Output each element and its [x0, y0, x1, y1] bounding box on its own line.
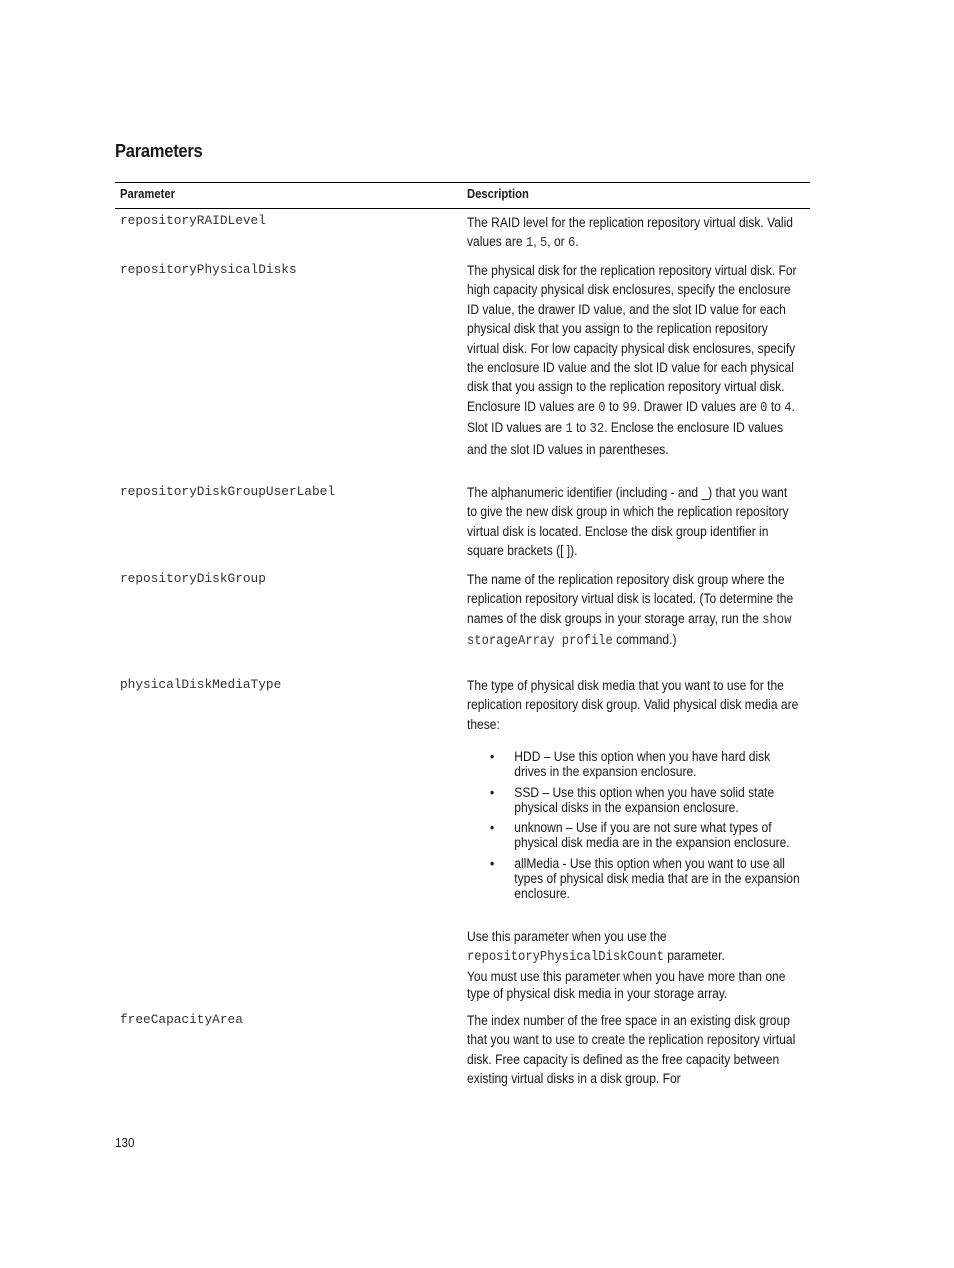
parameter-name: physicalDiskMediaType: [120, 677, 282, 692]
list-item: • allMedia - Use this option when you want to use all types of physical disk media that are in the expansion enclosure.: [490, 855, 800, 901]
table-top-rule: [115, 182, 810, 183]
bullet-icon: •: [490, 855, 495, 871]
list-item: • unknown – Use if you are not sure what types of physical disk media are in the expansion enclosure.: [490, 820, 790, 850]
parameter-name: repositoryDiskGroupUserLabel: [120, 484, 336, 499]
parameter-name: repositoryPhysicalDisks: [120, 262, 297, 277]
parameter-description: The index number of the free space in an existing disk group that you want to use to create the replication repository virtual disk. Free capacity is defined as the free capacity between existing virtual disks in a disk group. For: [467, 1013, 796, 1087]
page-number: 130: [115, 1135, 135, 1150]
column-header-description: Description: [467, 187, 529, 201]
parameter-name: freeCapacityArea: [120, 1012, 243, 1027]
bullet-icon: •: [490, 749, 495, 764]
parameter-description-note: You must use this parameter when you have more than one type of physical disk media in your storage array.: [467, 969, 786, 1001]
table-header-rule: [115, 208, 810, 209]
section-heading: Parameters: [115, 141, 203, 161]
list-item: • HDD – Use this option when you have hard disk drives in the expansion enclosure.: [490, 749, 771, 779]
parameter-description: The RAID level for the replication repository virtual disk. Valid values are 1, 5, or 6.: [467, 215, 793, 252]
parameter-description: The name of the replication repository disk group where the replication repository virtual disk is located. (To determine the names of the disk groups in your storage array, run the show storageArray profile command.): [467, 572, 794, 650]
parameter-description-note: Use this parameter when you use the repositoryPhysicalDiskCount parameter.: [467, 929, 725, 966]
parameter-description: The alphanumeric identifier (including - and _) that you want to give the new disk group in which the replication repository virtual disk is located. Enclose the disk group identifier in square brackets ([ ]).: [467, 485, 789, 559]
list-item: • SSD – Use this option when you have solid state physical disks in the expansion enclosure.: [490, 784, 775, 815]
column-header-parameter: Parameter: [120, 187, 176, 201]
parameter-description: The type of physical disk media that you want to use for the replication repository disk group. Valid physical disk media are these:: [467, 678, 799, 732]
media-type-list: [490, 749, 801, 906]
parameter-description: The physical disk for the replication repository virtual disk. For high capacity physical disk enclosures, specify the enclosure ID value, the drawer ID value, and the slot ID value for each physical disk that you assign to the replication repository virtual disk. For low capacity physical disk enclosures, specify the enclosure ID value and the slot ID value for each physical disk that you assign to the replication repository virtual disk. Enclosure ID values are 0 to 99. Drawer ID values are 0 to 4. Slot ID values are 1 to 32. Enclose the enclosure ID values and the slot ID values in parentheses.: [467, 263, 797, 457]
parameter-name: repositoryDiskGroup: [120, 571, 266, 586]
bullet-icon: •: [490, 820, 495, 835]
bullet-icon: •: [490, 784, 495, 800]
parameter-name: repositoryRAIDLevel: [120, 213, 266, 228]
